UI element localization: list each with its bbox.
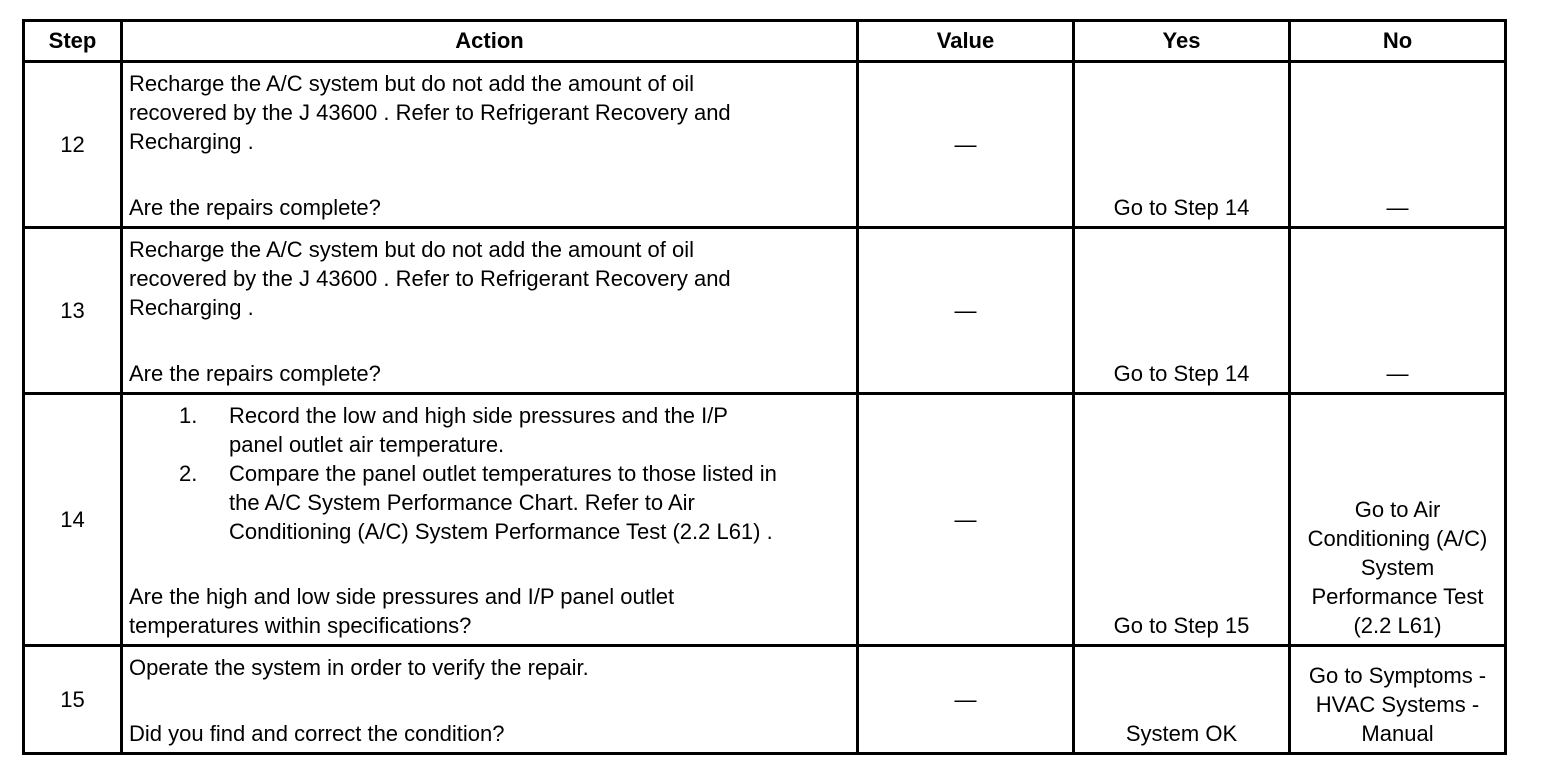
header-action: Action: [122, 21, 858, 62]
action-question: Did you find and correct the condition?: [129, 721, 505, 746]
procedure-item-number: 1.: [179, 403, 198, 428]
action-question-line: Are the high and low side pressures and I/P panel outlet: [129, 584, 675, 609]
no-result-line: System: [1360, 555, 1435, 580]
yes-result-link: Go to Step 15: [1113, 613, 1250, 638]
action-text-line: recovered by the J 43600 . Refer to Refrigerant Recovery and: [129, 100, 731, 125]
no-cell: [1290, 646, 1506, 754]
no-result: [1291, 661, 1504, 748]
action-question: [129, 582, 674, 640]
procedure-item-line: panel outlet air temperature.: [229, 432, 505, 457]
value-cell: —: [858, 62, 1074, 228]
action-question-line: temperatures within specifications?: [129, 613, 472, 638]
no-result-line: Go to Air: [1354, 497, 1441, 522]
yes-cell: [1074, 228, 1290, 394]
action-text-line: recovered by the J 43600 . Refer to Refrigerant Recovery and: [129, 266, 731, 291]
value-cell: —: [858, 646, 1074, 754]
no-result: —: [1386, 361, 1409, 386]
action-cell: [122, 62, 858, 228]
procedure-item-line: Compare the panel outlet temperatures to those listed in: [229, 461, 777, 486]
header-row: [24, 21, 1506, 62]
value-cell: —: [858, 394, 1074, 646]
action-cell: [122, 228, 858, 394]
action-cell: [122, 394, 858, 646]
header-value: Value: [858, 21, 1074, 62]
no-cell: [1290, 394, 1506, 646]
action-question: Are the repairs complete?: [129, 361, 381, 386]
no-cell: [1290, 228, 1506, 394]
table-row: [24, 394, 1506, 646]
diagnostic-table-container: [22, 19, 1507, 755]
step-number: 14: [24, 394, 122, 646]
action-text-line: Recharging .: [129, 295, 254, 320]
procedure-item: [129, 401, 852, 459]
step-number: 13: [24, 228, 122, 394]
action-cell: [122, 646, 858, 754]
no-result: [1291, 495, 1504, 640]
action-text-line: Recharging .: [129, 129, 254, 154]
no-result-line: Performance Test: [1311, 584, 1484, 609]
header-no: No: [1290, 21, 1506, 62]
header-step: Step: [24, 21, 122, 62]
no-result-line: Go to Symptoms -: [1308, 663, 1487, 688]
procedure-item: [129, 459, 852, 546]
procedure-item-line: Record the low and high side pressures and the I/P: [229, 403, 728, 428]
procedure-item-number: 2.: [179, 461, 198, 486]
header-yes: Yes: [1074, 21, 1290, 62]
table-row: [24, 228, 1506, 394]
yes-cell: [1074, 394, 1290, 646]
action-question: Are the repairs complete?: [129, 195, 381, 220]
yes-result-link: Go to Step 14: [1113, 361, 1250, 386]
action-text-line: Recharge the A/C system but do not add the amount of oil: [129, 237, 695, 262]
table-row: [24, 646, 1506, 754]
yes-result-link: System OK: [1125, 721, 1238, 746]
procedure-item-line: Conditioning (A/C) System Performance Test (2.2 L61) .: [229, 519, 773, 544]
procedure-list: [129, 401, 852, 546]
step-number: 12: [24, 62, 122, 228]
action-text-line: Operate the system in order to verify the repair.: [129, 655, 589, 680]
step-number: 15: [24, 646, 122, 754]
table-row: [24, 62, 1506, 228]
no-result-line: (2.2 L61): [1353, 613, 1442, 638]
no-cell: [1290, 62, 1506, 228]
diagnostic-table: [22, 19, 1507, 755]
action-text-line: Recharge the A/C system but do not add the amount of oil: [129, 71, 695, 96]
no-result-line: Conditioning (A/C): [1307, 526, 1488, 551]
no-result-line: Manual: [1361, 721, 1434, 746]
yes-cell: [1074, 646, 1290, 754]
procedure-item-line: the A/C System Performance Chart. Refer to Air: [229, 490, 695, 515]
no-result: —: [1386, 195, 1409, 220]
yes-cell: [1074, 62, 1290, 228]
no-result-line: HVAC Systems -: [1315, 692, 1480, 717]
value-cell: —: [858, 228, 1074, 394]
yes-result-link: Go to Step 14: [1113, 195, 1250, 220]
